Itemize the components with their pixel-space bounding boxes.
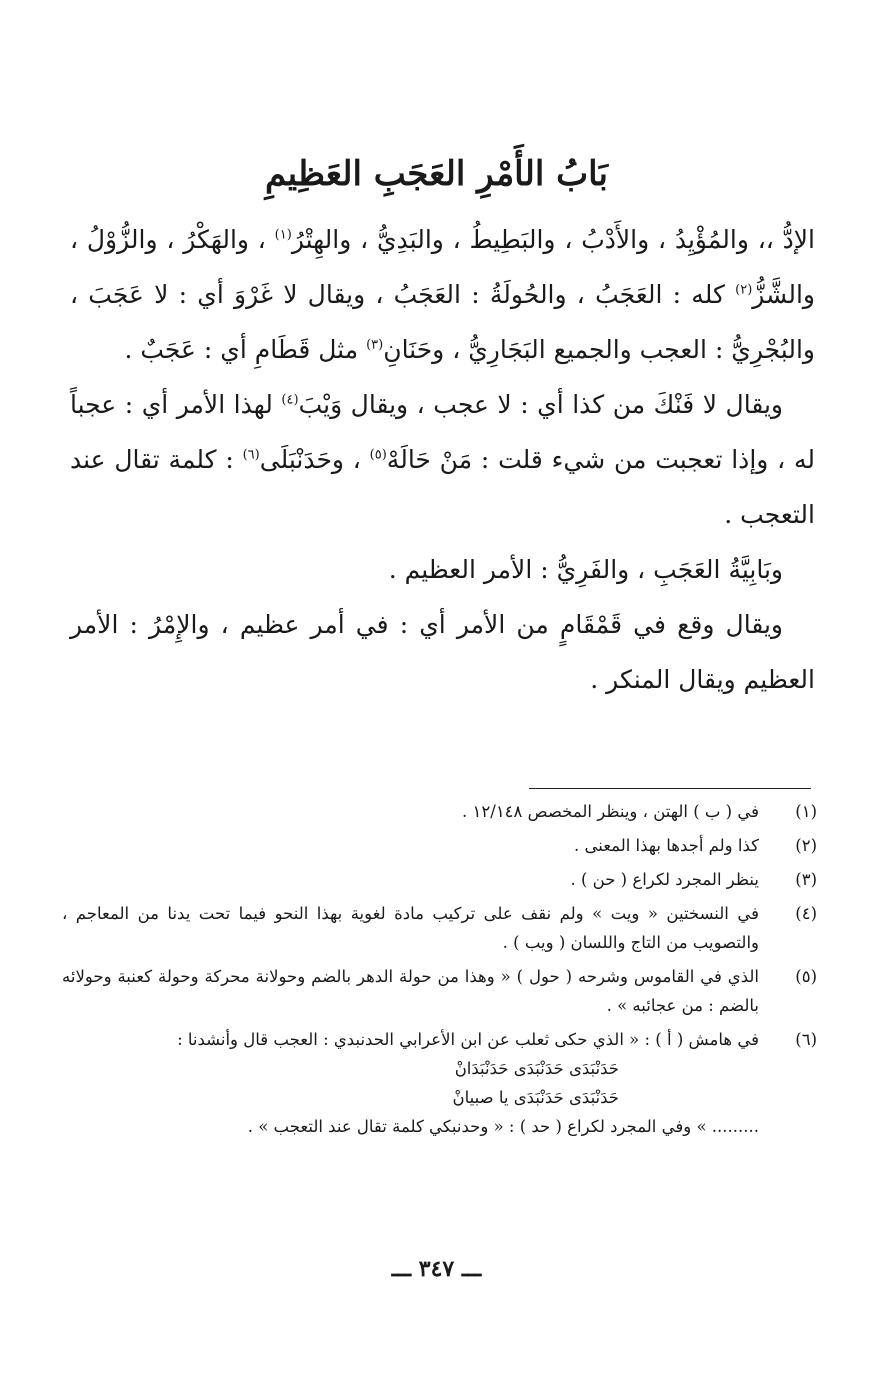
footnote-number: (١)	[795, 802, 817, 821]
footnote-text: كذا ولم أجدها بهذا المعنى .	[573, 836, 759, 855]
paragraph-2-part-d: : كلمة تقال عند التعجب .	[70, 445, 815, 529]
footnote-divider	[529, 788, 811, 789]
footnote-ref-6[interactable]: (٦)	[242, 447, 260, 463]
paragraph-1-part-b: ، والهَكْرُ ، والزُّوْلُ ، والشَّزُّ	[70, 225, 815, 309]
footnote-ref-4[interactable]: (٤)	[281, 392, 299, 408]
footnote-text: ينظر المجرد لكراع ( حن ) .	[570, 870, 759, 889]
paragraph-2	[70, 377, 815, 542]
footnote-number: (٣)	[795, 870, 817, 889]
footnote-5	[62, 962, 817, 1020]
verse-line-1: حَدَنْبَدَى حَدَنْبَدَى حَدَنْبَدَانْ	[454, 1059, 619, 1078]
footnote-6	[62, 1025, 817, 1141]
footnote-6-intro: في هامش ( أ ) : « الذي حكى ثعلب عن ابن الأعرابي الحدنبدي : العجب قال وأنشدنا :	[177, 1030, 759, 1049]
footnote-ref-1[interactable]: (١)	[274, 227, 292, 243]
footnote-6-tail: ......... » وفي المجرد لكراع ( حد ) : « وحدنبكي كلمة تقال عند التعجب » .	[247, 1117, 759, 1136]
footnote-text: الذي في القاموس وشرحه ( حول ) « وهذا من حولة الدهر بالضم وحولانة محركة وحولة كعنبة وحولائه بالضم : من عجائبه » .	[62, 967, 759, 1015]
footnote-number: (٢)	[795, 836, 817, 855]
footnote-ref-2[interactable]: (٢)	[735, 282, 753, 298]
paragraph-2-part-b: لهذا الأمر أي : عجباً له ، وإذا تعجبت من شيء قلت : مَنْ حَالَهْ	[70, 390, 816, 474]
footnote-1	[62, 797, 817, 826]
footnote-number: (٥)	[795, 967, 817, 986]
page-number: ـــ ٣٤٧ ـــ	[391, 1256, 482, 1282]
verse-line-2: حَدَنْبَدَى حَدَنْبَدَى يا صبيانْ	[452, 1088, 619, 1107]
footnote-4	[62, 899, 817, 957]
main-text	[70, 212, 815, 707]
footnotes-section	[62, 797, 817, 1146]
footnote-3	[62, 865, 817, 894]
paragraph-1-part-c: كله : العَجَبُ ، والحُولَةُ : العَجَبُ ، ويقال لا غَرْوَ أي : لا عَجَبَ ، والبُجْرِيُّ : العجب والجميع البَجَارِيُّ ، وحَنَانِ	[70, 280, 815, 364]
paragraph-4: ويقال وقع في قَمْقَامٍ من الأمر أي : في أمر عظيم ، والإِمْرُ : الأمر العظيم ويقال المنكر .	[70, 610, 815, 694]
paragraph-2-part-c: ، وحَدَنْبَلَى	[259, 445, 370, 474]
footnote-text: في ( ب ) الهتن ، وينظر المخصص ١٢/١٤٨ .	[462, 802, 759, 821]
footnote-text: في النسختين « ويت » ولم نقف على تركيب مادة لغوية بهذا النحو فيما تحت يدنا من المعاجم ، والتصويب من التاج واللسان ( ويب ) .	[62, 904, 759, 952]
paragraph-2-part-a: ويقال لا فَنْكَ من كذا أي : لا عجب ، ويقال وَيْبَ	[298, 390, 783, 419]
paragraph-1-part-a: الإدُّ ،، والمُؤْيِدُ ، والأَدْبُ ، والبَطِيطُ ، والبَدِيُّ ، والهِتْرُ	[291, 225, 815, 254]
paragraph-1	[70, 212, 815, 377]
paragraph-1-part-d: مثل قَطَامِ أي : عَجَبٌ .	[124, 335, 367, 364]
footnote-text	[62, 1025, 759, 1141]
paragraph-3: وبَابِيَّةُ العَجَبِ ، والفَرِيُّ : الأمر العظيم .	[388, 555, 783, 584]
footnote-number: (٦)	[795, 1030, 817, 1049]
footnote-2	[62, 831, 817, 860]
footnote-ref-5[interactable]: (٥)	[369, 447, 387, 463]
footnote-number: (٤)	[795, 904, 817, 923]
footnote-ref-3[interactable]: (٣)	[366, 337, 384, 353]
chapter-title: بَابُ الأَمْرِ العَجَبِ العَظِيمِ	[264, 154, 608, 194]
